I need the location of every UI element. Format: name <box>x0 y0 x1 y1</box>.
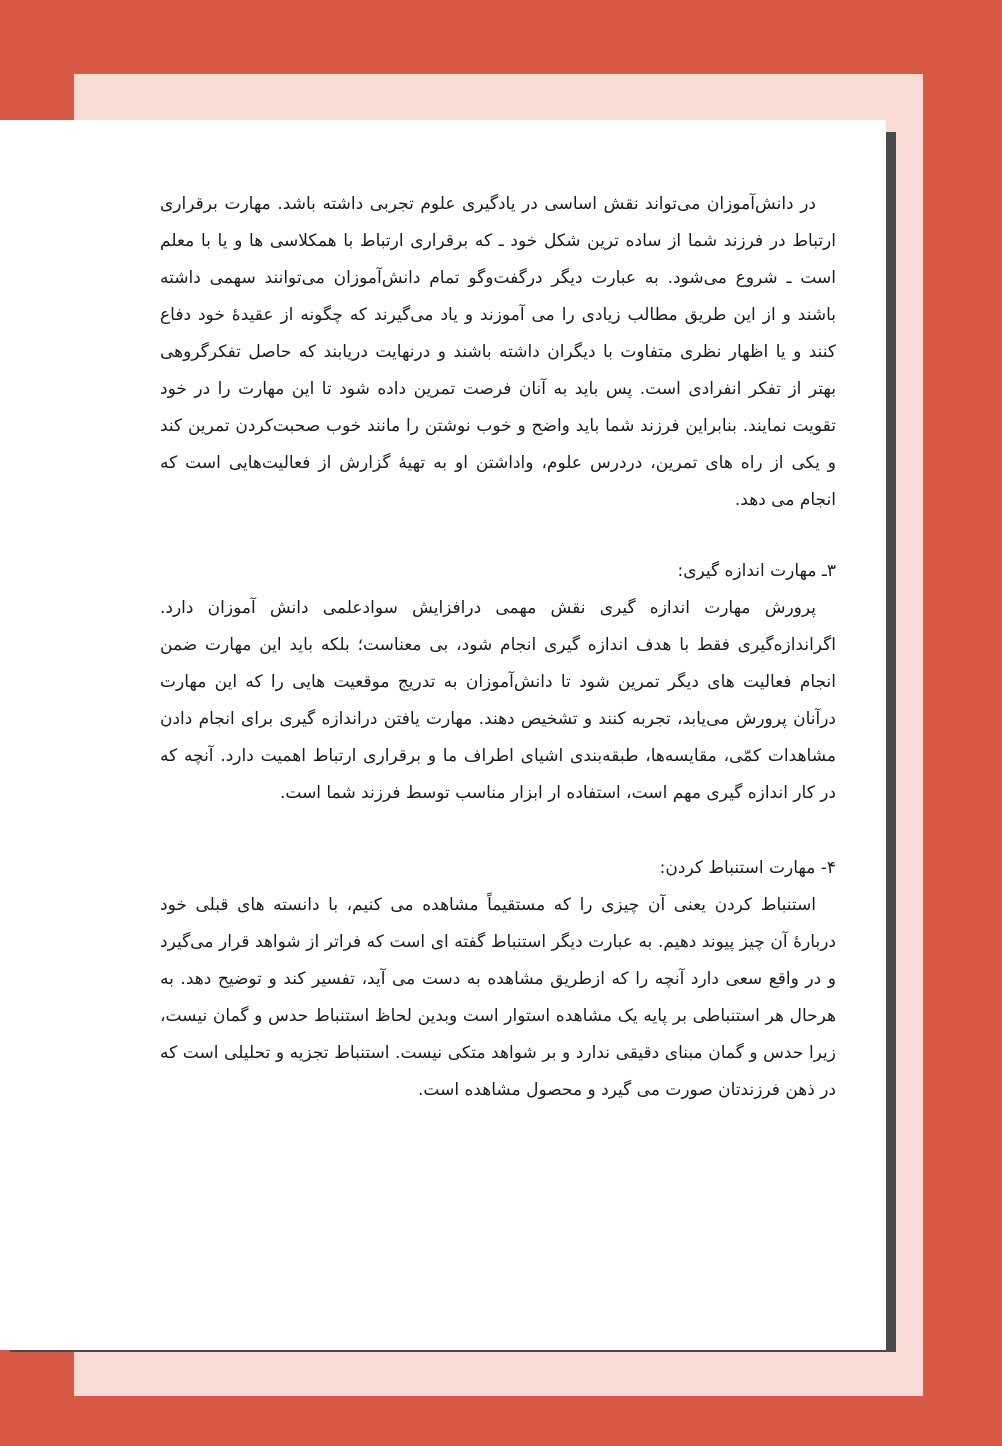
section-4-heading: ۴- مهارت استنباط کردن: <box>659 858 836 878</box>
section-3-paragraph: پرورش مهارت اندازه گیری نقش مهمی درافزایش سوادعلمی دانش آموزان دارد. اگراندازه‌گیری فقط با هدف اندازه گیری انجام شود، بی معناست؛ بلکه باید این مهارت ضمن انجام فعالیت های دیگر تمرین شود تا دانش‌آموزان به تدریج موقعیت هایی را که این مهارت درآنان پرورش می‌یابد، تجربه کنند و تشخیص دهند. مهارت یافتن دراندازه گیری برای انجام دادن مشاهدات کمّی، مقایسه‌ها، طبقه‌بندی اشیای اطراف ما و برقراری ارتباط اهمیت دارد. آنچه که در کار اندازه گیری مهم است، استفاده ار ابزار مناسب توسط فرزند شما است. <box>160 598 836 803</box>
intro-paragraph: در دانش‌آموزان می‌تواند نقش اساسی در یادگیری علوم تجربی داشته باشد. مهارت برقراری ارتباط در فرزند شما از ساده ترین شکل خود ـ که برقراری ارتباط با همکلاسی ها و یا با معلم است ـ شروع می‌شود. به عبارت دیگر درگفت‌وگو تمام دانش‌آموزان می‌توانند سهمی داشته باشند و از این طریق مطالب زیادی را می آموزند و یاد می‌گیرند که چگونه از عقیدهٔ خود دفاع کنند و یا اظهار نظری متفاوت با دیگران داشته باشند و درنهایت دریابند که حاصل تفکرگروهی بهتر از تفکر انفرادی است. پس باید به آنان فرصت تمرین داده شود تا این مهارت را در خود تقویت نمایند. بنابراین فرزند شما باید واضح و خوب نوشتن را مانند خوب صحبت‌کردن تمرین کند و یکی از راه های تمرین، دردرس علوم، واداشتن او به تهیهٔ گزارش از فعالیت‌هایی است که انجام می دهد. <box>160 194 836 510</box>
document-page <box>0 120 886 1350</box>
page-content <box>160 186 836 1109</box>
section-4-paragraph: استنباط کردن یعنی آن چیزی را که مستقیماً مشاهده می کنیم، با دانسته های قبلی خود دربارهٔ آن چیز پیوند دهیم. به عبارت دیگر استنباط گفته ای است که فراتر از شواهد قرار می‌گیرد و در واقع سعی دارد آنچه را که ازطریق مشاهده به دست می آید، تفسیر کند و توضیح دهد. به هرحال هر استنباطی بر پایه یک مشاهده استوار است وبدین لحاظ استنباط حدس و گمان نیست، زیرا حدس و گمان مبنای دقیقی ندارد و بر شواهد متکی نیست. استنباط تجزیه و تحلیلی است که در ذهن فرزندتان صورت می گیرد و محصول مشاهده است. <box>160 895 836 1100</box>
section-3-heading: ۳ـ مهارت اندازه گیری: <box>677 561 836 581</box>
